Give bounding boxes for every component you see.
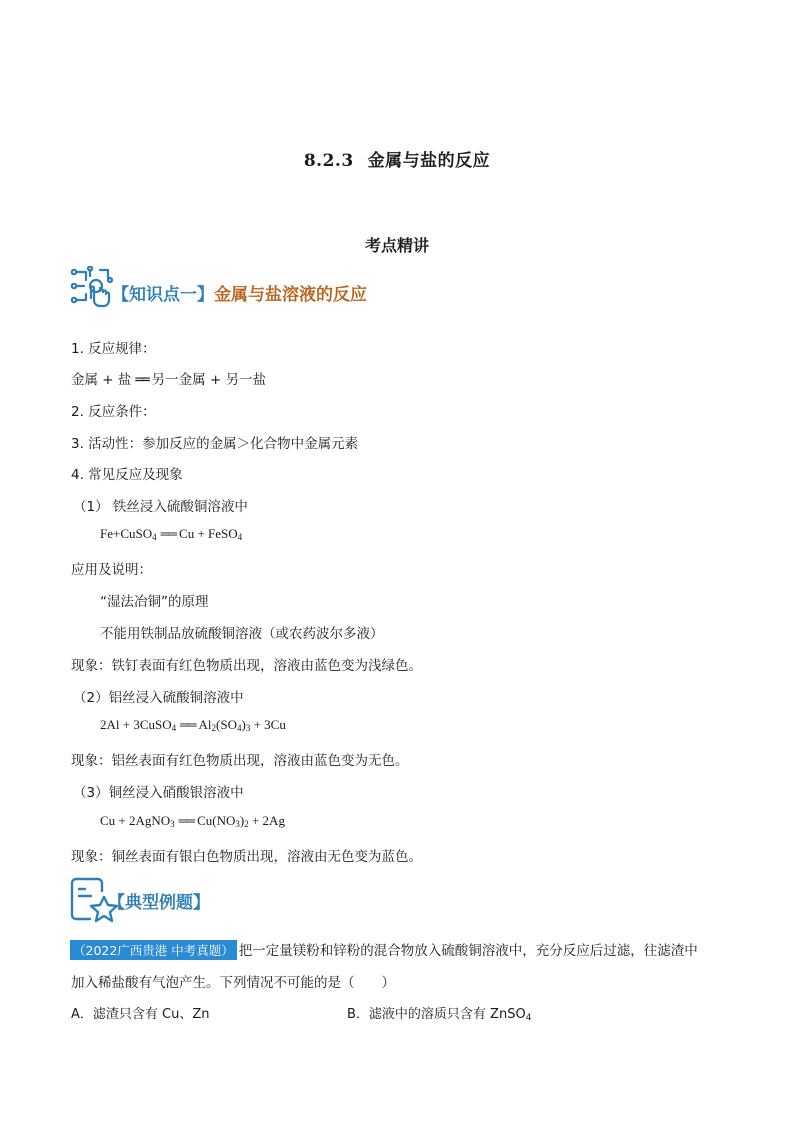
- f2-left: 2Al + 3CuSO: [100, 717, 172, 732]
- rule-left: 金属 + 盐: [71, 372, 132, 388]
- equals-sign: ══: [135, 372, 148, 388]
- knowledge-heading-text: 金属与盐溶液的反应: [214, 284, 367, 305]
- knowledge-title: [112, 280, 367, 305]
- bracket-close: 】: [197, 284, 214, 305]
- f2-part: Al: [198, 717, 212, 732]
- title-text: 金属与盐的反应: [367, 151, 491, 171]
- reaction-3-title: （3）铜丝浸入硝酸银溶液中: [73, 785, 244, 801]
- source-badge: （2022广西贵港 中考真题）: [70, 940, 237, 960]
- equals-sign: ══: [178, 813, 194, 828]
- bracket-open: 【: [108, 892, 125, 913]
- option-b-sub: 4: [525, 1013, 532, 1023]
- f1-right: Cu + FeSO: [179, 526, 238, 541]
- knowledge-heading: [70, 266, 367, 318]
- formula-3: [100, 813, 285, 829]
- page-title: [0, 146, 794, 171]
- question-text-1: 把一定量镁粉和锌粉的混合物放入硫酸铜溶液中，充分反应后过滤，往滤渣中: [238, 943, 698, 959]
- bracket-close: 】: [193, 892, 210, 913]
- title-number: 8.2.3: [303, 151, 354, 171]
- f2-part: (SO: [216, 717, 237, 732]
- f3-sub: 2: [244, 819, 249, 829]
- rule-label: 1. 反应规律：: [71, 341, 156, 357]
- f3-sub: 3: [235, 819, 240, 829]
- f2-part: + 3Cu: [250, 717, 286, 732]
- option-b-text: B．滤液中的溶质只含有 ZnSO: [347, 1007, 526, 1022]
- bracket-open: 【: [112, 284, 129, 305]
- observation-2: 现象：铝丝表面有红色物质出现，溶液由蓝色变为无色。: [71, 753, 409, 769]
- option-a[interactable]: A．滤渣只含有 Cu、Zn: [71, 1007, 210, 1022]
- equals-sign: ══: [160, 526, 176, 541]
- f3-sub: 3: [170, 819, 175, 829]
- f3-part: + 2Ag: [248, 813, 285, 828]
- condition-label: 2. 反应条件：: [71, 404, 156, 420]
- question-line-2: 加入稀盐酸有气泡产生。下列情况不可能的是（ ）: [71, 975, 395, 991]
- f2-sub: 3: [245, 723, 251, 733]
- f1-sub: 4: [237, 532, 243, 542]
- f1-left: Fe+CuSO: [100, 526, 153, 541]
- f3-part: ): [239, 813, 245, 828]
- application-2: 不能用铁制品放硫酸铜溶液（或农药波尔多液）: [100, 626, 384, 642]
- option-b[interactable]: [347, 1003, 531, 1023]
- f2-sub: 4: [237, 723, 242, 733]
- observation-1: 现象：铁钉表面有红色物质出现，溶液由蓝色变为浅绿色。: [71, 658, 422, 674]
- formula-2: [100, 717, 286, 733]
- question-line-1: [70, 939, 698, 960]
- equals-sign: ══: [180, 717, 195, 732]
- f2-part: ): [241, 717, 246, 732]
- example-title: [108, 888, 210, 913]
- example-heading-text: 典型例题: [125, 892, 193, 913]
- example-heading: [70, 877, 210, 923]
- knowledge-label: 知识点一: [129, 284, 197, 305]
- activity-text: 3. 活动性：参加反应的金属＞化合物中金属元素: [71, 436, 359, 452]
- rule-equation: [71, 368, 266, 388]
- section-subtitle: 考点精讲: [364, 236, 429, 255]
- f2-sub: 2: [211, 723, 217, 733]
- application-1: “湿法冶铜”的原理: [100, 594, 209, 610]
- reaction-2-title: （2）铝丝浸入硫酸铜溶液中: [73, 690, 244, 706]
- f3-part: Cu(NO: [197, 813, 236, 828]
- common-reactions: 4. 常见反应及现象: [71, 467, 183, 483]
- observation-3: 现象：铜丝表面有银白色物质出现，溶液由无色变为蓝色。: [71, 849, 422, 865]
- application-label: 应用及说明：: [71, 562, 152, 578]
- formula-1: [100, 526, 242, 542]
- f1-sub: 4: [152, 532, 157, 542]
- reaction-1-title: （1） 铁丝浸入硫酸铜溶液中: [73, 499, 248, 515]
- f2-sub: 4: [171, 723, 177, 733]
- rule-right: 另一金属 + 另一盐: [151, 372, 267, 388]
- f3-left: Cu + 2AgNO: [100, 813, 171, 828]
